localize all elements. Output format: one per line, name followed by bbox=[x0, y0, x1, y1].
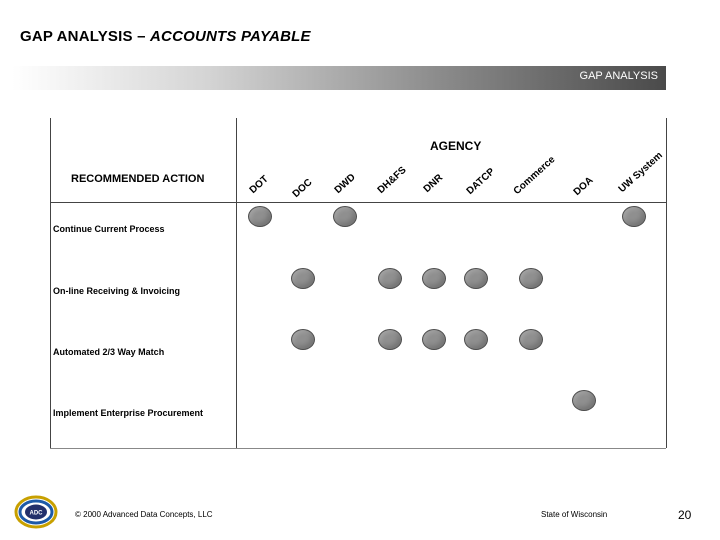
copyright-text: © 2000 Advanced Data Concepts, LLC bbox=[75, 510, 213, 519]
gap-marker bbox=[519, 268, 543, 289]
action-row-label: On-line Receiving & Invoicing bbox=[53, 286, 181, 296]
gap-marker bbox=[422, 329, 446, 350]
gap-marker bbox=[572, 390, 596, 411]
slide-title bbox=[20, 28, 311, 45]
gap-marker bbox=[248, 206, 272, 227]
gap-marker bbox=[422, 268, 446, 289]
agency-label: DOC bbox=[290, 176, 315, 200]
gap-marker bbox=[464, 268, 488, 289]
agency-label: UW System bbox=[616, 150, 665, 195]
table-left-border bbox=[50, 118, 51, 448]
agency-label: Commerce bbox=[511, 154, 558, 197]
gap-marker bbox=[519, 329, 543, 350]
agency-label: DOT bbox=[247, 173, 271, 196]
action-row-label: Implement Enterprise Procurement bbox=[53, 408, 204, 418]
header-divider bbox=[50, 202, 666, 203]
title-emphasis: ACCOUNTS PAYABLE bbox=[150, 28, 311, 45]
agency-label: DATCP bbox=[464, 166, 498, 197]
action-row-label: Continue Current Process bbox=[53, 224, 165, 234]
client-name: State of Wisconsin bbox=[541, 510, 608, 519]
agency-label: DWD bbox=[332, 171, 358, 196]
table-right-border bbox=[666, 118, 667, 448]
agency-header: AGENCY bbox=[430, 139, 482, 153]
gap-marker bbox=[378, 329, 402, 350]
action-row-label: Automated 2/3 Way Match bbox=[53, 347, 165, 357]
agency-label: DH&FS bbox=[375, 164, 409, 196]
adc-logo bbox=[14, 494, 58, 530]
gap-marker bbox=[378, 268, 402, 289]
recommended-action-header: RECOMMENDED ACTION bbox=[71, 173, 205, 185]
banner-label: GAP ANALYSIS bbox=[579, 70, 658, 82]
section-banner bbox=[12, 66, 666, 90]
logo-text: ADC bbox=[29, 510, 43, 517]
gap-marker bbox=[464, 329, 488, 350]
gap-marker bbox=[291, 329, 315, 350]
table-bottom-border bbox=[50, 448, 666, 449]
agency-label: DOA bbox=[571, 174, 596, 198]
gap-marker bbox=[622, 206, 646, 227]
table-divider bbox=[236, 118, 237, 448]
page-number: 20 bbox=[678, 508, 692, 522]
title-prefix: GAP ANALYSIS – bbox=[20, 28, 150, 45]
agency-label: DNR bbox=[421, 172, 446, 195]
gap-marker bbox=[291, 268, 315, 289]
gap-marker bbox=[333, 206, 357, 227]
